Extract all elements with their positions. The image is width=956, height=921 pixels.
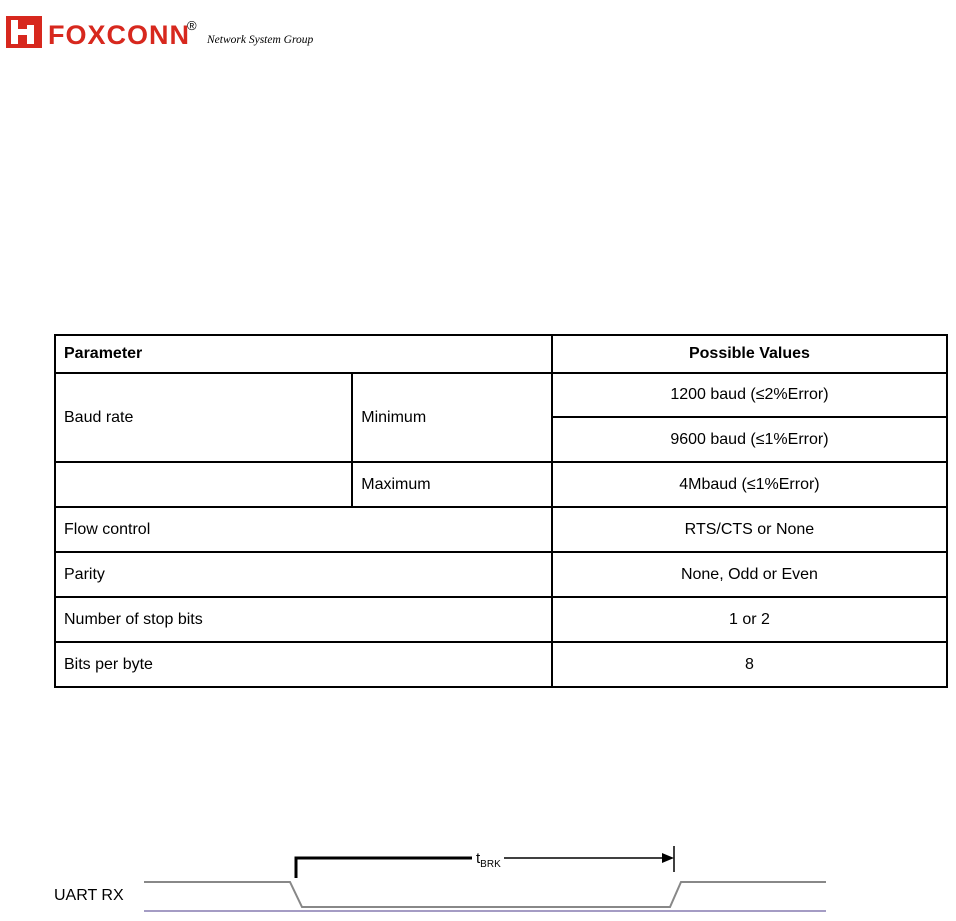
tbrk-symbol: t <box>476 850 481 867</box>
cell-sub: Minimum <box>352 373 552 462</box>
arrowhead-icon <box>662 853 674 863</box>
cell-value: 4Mbaud (≤1%Error) <box>552 462 947 507</box>
table-row <box>55 642 947 687</box>
cell-param: Bits per byte <box>55 642 552 687</box>
table-row <box>55 597 947 642</box>
table-row <box>55 462 947 507</box>
cell-value: RTS/CTS or None <box>552 507 947 552</box>
table-row <box>55 552 947 597</box>
cell-value: 9600 baud (≤1%Error) <box>552 417 947 462</box>
cell-value: 8 <box>552 642 947 687</box>
uart-parameters-table <box>54 334 948 688</box>
foxconn-logo <box>6 14 326 54</box>
cell-param: Flow control <box>55 507 552 552</box>
header-parameter: Parameter <box>55 335 552 373</box>
cell-param: Baud rate <box>55 373 352 462</box>
tbrk-bracket <box>296 858 472 878</box>
tbrk-subscript: BRK <box>480 859 501 870</box>
table-header-row <box>55 335 947 373</box>
cell-sub: Maximum <box>352 462 552 507</box>
uart-rx-waveform <box>144 882 826 907</box>
cell-param: Number of stop bits <box>55 597 552 642</box>
table-row <box>55 373 947 417</box>
foxconn-mark-icon <box>6 16 42 48</box>
cell-value: 1 or 2 <box>552 597 947 642</box>
registered-mark: ® <box>187 18 197 33</box>
header-possible-values: Possible Values <box>552 335 947 373</box>
brand-name: FOXCONN <box>48 20 190 50</box>
brand-tagline: Network System Group <box>207 34 314 46</box>
cell-value: None, Odd or Even <box>552 552 947 597</box>
tbrk-label <box>473 850 504 870</box>
table-row <box>55 507 947 552</box>
uart-rx-label: UART RX <box>54 887 124 904</box>
cell-param <box>55 462 352 507</box>
cell-param: Parity <box>55 552 552 597</box>
cell-value: 1200 baud (≤2%Error) <box>552 373 947 417</box>
